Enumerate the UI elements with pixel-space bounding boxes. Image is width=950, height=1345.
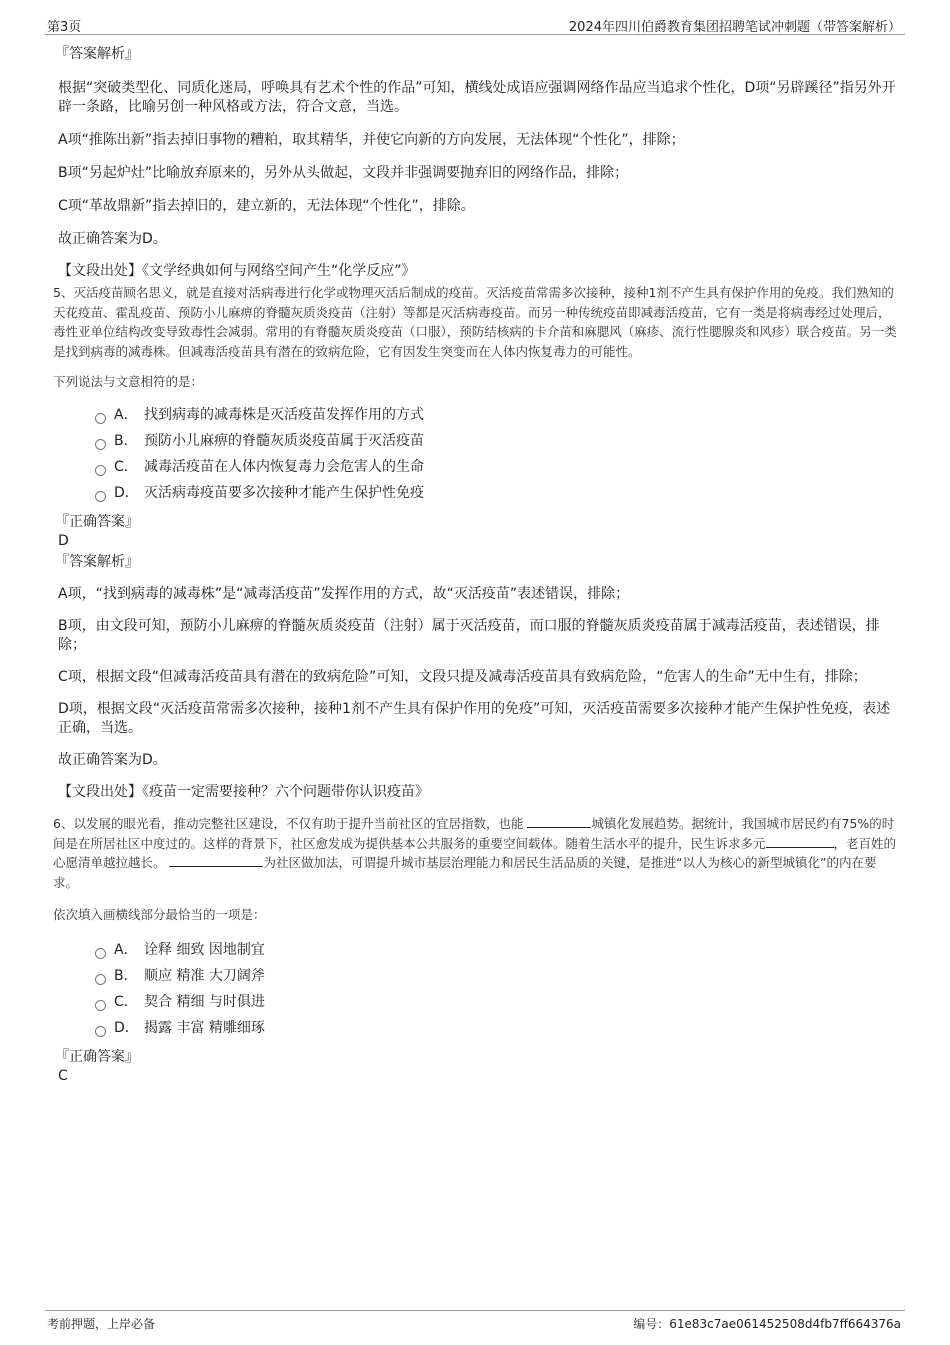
correct-answer-label: 『正确答案』 [55,1049,139,1065]
analysis-paragraph: 故正确答案为D。 [58,231,167,247]
page-header [45,14,905,35]
analysis-paragraph: 根据“突破类型化、同质化迷局，呼唤具有艺术个性的作品”可知，横线处成语应强调网络作品应当追求个性化，D项“另辟蹊径”指另外开辟一条路，比喻另创一种风格或方法，符合文意，当选。 [58,80,896,115]
question-5-lead: 下列说法与文意相符的是： [53,374,204,389]
correct-answer: C [58,1068,68,1084]
radio-button[interactable] [95,974,106,985]
analysis-paragraph: 故正确答案为D。 [58,752,167,768]
analysis-label: 『答案解析』 [55,46,139,62]
option-c[interactable]: C． 契合 精细 与时俱进 [95,989,900,1015]
radio-button[interactable] [95,948,106,959]
radio-button[interactable] [95,491,106,502]
fill-blank [169,854,263,867]
page-footer [45,1310,905,1331]
source-citation: 【文段出处】《文学经典如何与网络空间产生“化学反应”》 [58,263,416,279]
radio-button[interactable] [95,413,106,424]
question-6-options [55,937,900,1041]
analysis-paragraph: C项“革故鼎新”指去掉旧的，建立新的，无法体现“个性化”，排除。 [58,198,475,214]
question-5-options [55,402,900,506]
correct-answer: D [58,533,69,549]
option-c[interactable]: C． 减毒活疫苗在人体内恢复毒力会危害人的生命 [95,454,900,480]
fill-blank [766,835,834,848]
document-title: 2024年四川伯爵教育集团招聘笔试冲刺题（带答案解析） [568,20,901,35]
fill-blank [527,815,591,828]
source-citation: 【文段出处】《疫苗一定需要接种？六个问题带你认识疫苗》 [58,784,429,800]
analysis-paragraph: C项，根据文段“但减毒活疫苗具有潜在的致病危险”可知，文段只提及减毒活疫苗具有致病危险，“危害人的生命”无中生有，排除； [58,669,867,685]
question-5-text: 5、灭活疫苗顾名思义，就是直接对活病毒进行化学或物理灭活后制成的疫苗。灭活疫苗常需多次接种，接种1剂不产生具有保护作用的免疫。我们熟知的天花疫苗、霍乱疫苗、预防小儿麻痹的脊髓灰质炎疫苗（注射）等都是灭活病毒疫苗。而另一种传统疫苗即减毒活疫苗，它有一类是将病毒经过处理后，毒性亚单位结构改变导致毒性会减弱。常用的有脊髓灰质炎疫苗（口服），预防结核病的卡介苗和麻腮风（麻疹、流行性腮腺炎和风疹）联合疫苗。另一类是找到病毒的减毒株。但减毒活疫苗具有潜在的致病危险，它有因发生突变而在人体内恢复毒力的可能性。 [53,285,897,359]
option-b[interactable]: B． 顺应 精准 大刀阔斧 [95,963,900,989]
option-d[interactable]: D． 灭活病毒疫苗要多次接种才能产生保护性免疫 [95,480,900,506]
analysis-label: 『答案解析』 [55,554,139,570]
option-a[interactable]: A． 诠释 细致 因地制宜 [95,937,900,963]
question-6-lead: 依次填入画横线部分最恰当的一项是： [53,907,266,922]
page-number: 第3页 [47,20,82,35]
analysis-paragraph: A项，“找到病毒的减毒株”是“减毒活疫苗”发挥作用的方式，故“灭活疫苗”表述错误，排除； [58,586,630,602]
document-id: 编号：61e83c7ae061452508d4fb7ff664376a [633,1317,901,1331]
option-b[interactable]: B． 预防小儿麻痹的脊髓灰质炎疫苗属于灭活疫苗 [95,428,900,454]
radio-button[interactable] [95,1000,106,1011]
analysis-paragraph: D项，根据文段“灭活疫苗常需多次接种，接种1剂不产生具有保护作用的免疫”可知，灭活疫苗需要多次接种才能产生保护性免疫，表述正确，当选。 [58,701,891,736]
analysis-paragraph: A项“推陈出新”指去掉旧事物的糟粕，取其精华，并使它向新的方向发展，无法体现“个性化”，排除； [58,132,685,148]
footer-slogan: 考前押题，上岸必备 [47,1317,156,1331]
radio-button[interactable] [95,1026,106,1037]
question-6-text: 6、以发展的眼光看，推动完整社区建设，不仅有助于提升当前社区的宜居指数，也能 城镇化发展趋势。据统计，我国城市居民约有75%的时间是在所居社区中度过的。这样的背景下，社区愈发成为提供基本公共服务的重要空间载体。随着生活水平的提升，民生诉求多元 ，老百姓的心愿清单越拉越长。 为社区做加法，可谓提升城市基层治理能力和居民生活品质的关键，是推进“以人为核心的新型城镇化”的内在要求。 [53,816,897,890]
analysis-paragraph: B项“另起炉灶”比喻放弃原来的，另外从头做起，文段并非强调要抛弃旧的网络作品，排除； [58,165,629,181]
radio-button[interactable] [95,439,106,450]
correct-answer-label: 『正确答案』 [55,514,139,530]
document-body [55,44,900,1085]
option-a[interactable]: A． 找到病毒的减毒株是灭活疫苗发挥作用的方式 [95,402,900,428]
analysis-paragraph: B项，由文段可知，预防小儿麻痹的脊髓灰质炎疫苗（注射）属于灭活疫苗，而口服的脊髓灰质炎疫苗属于减毒活疫苗，表述错误，排除； [58,618,880,653]
radio-button[interactable] [95,465,106,476]
option-d[interactable]: D． 揭露 丰富 精雕细琢 [95,1015,900,1041]
